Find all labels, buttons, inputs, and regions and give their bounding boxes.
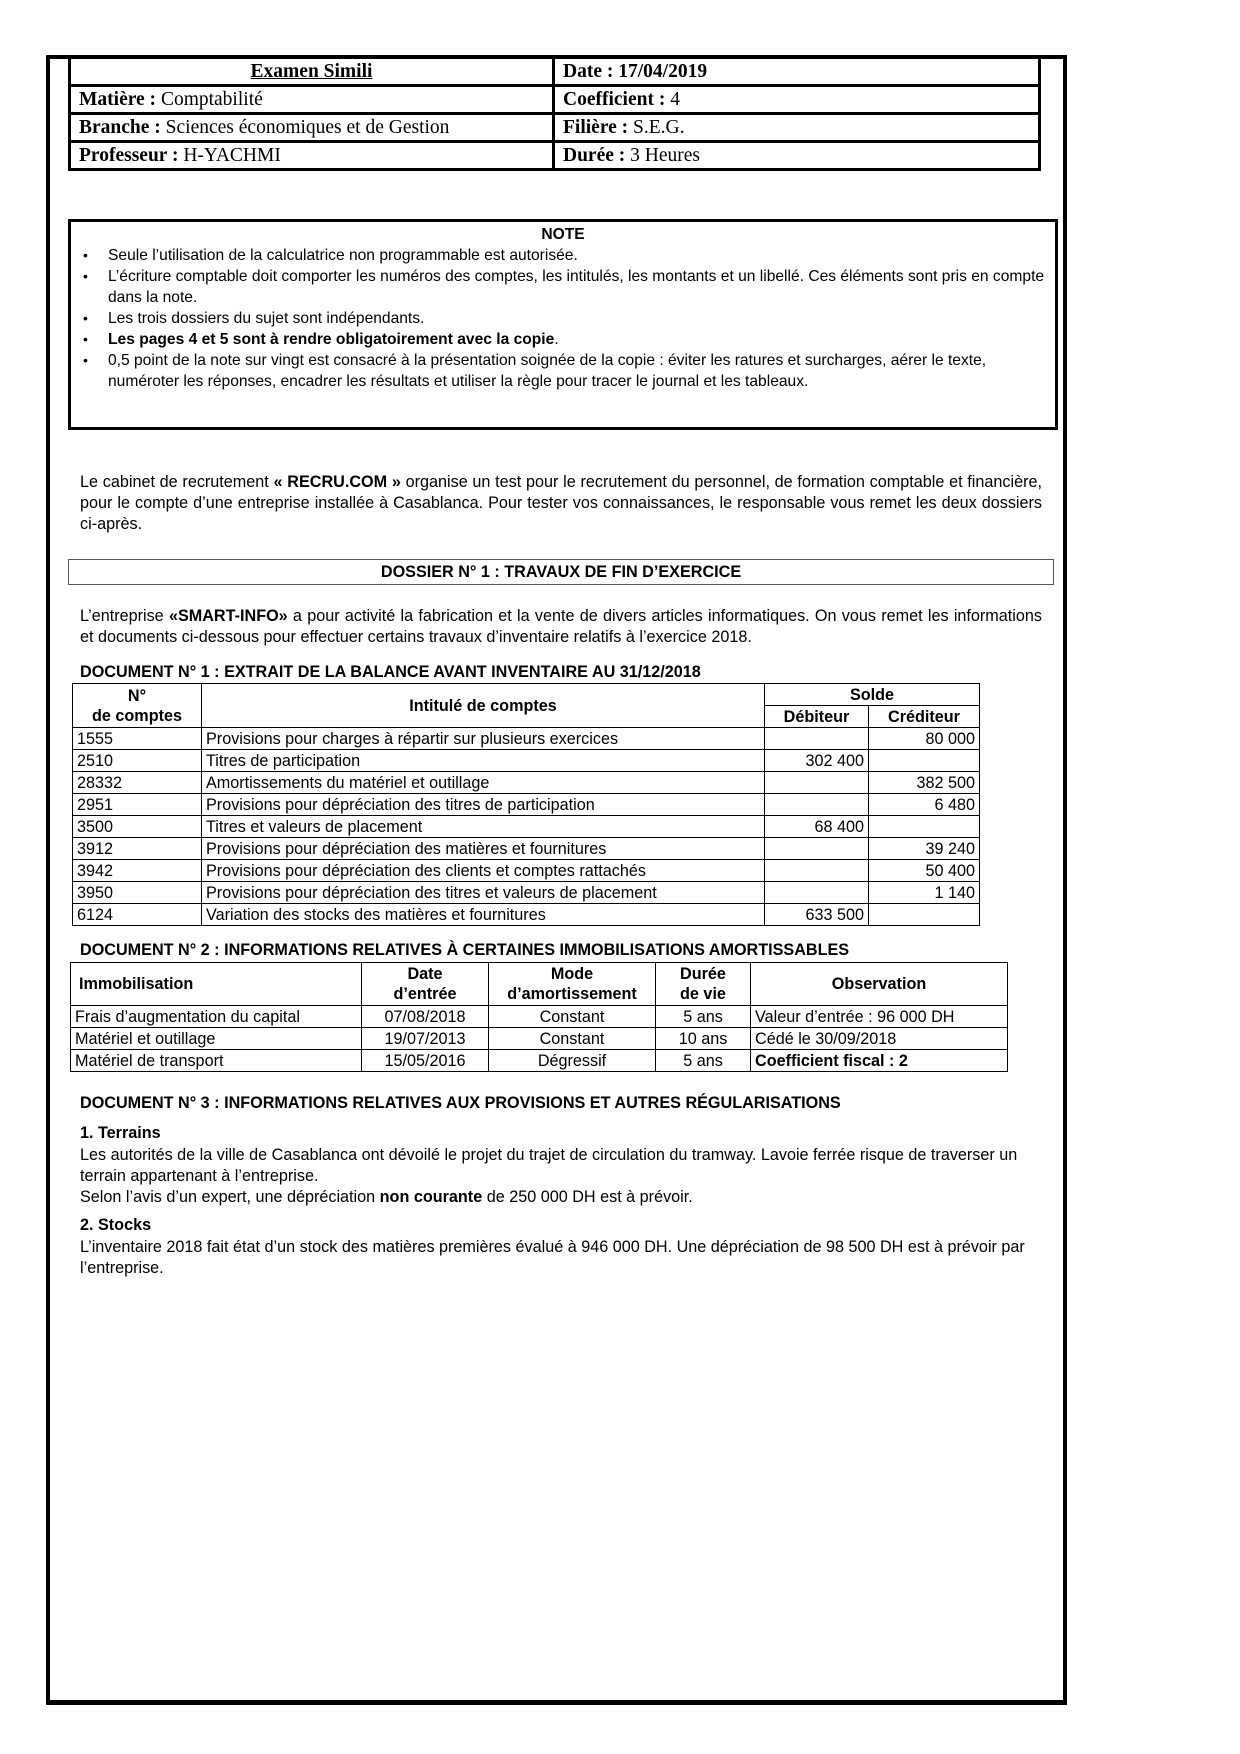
note-title: NOTE — [541, 226, 585, 243]
note-list — [71, 245, 1055, 392]
exam-subject: Matière : Comptabilité — [70, 86, 554, 114]
section-terrains-text: Les autorités de la ville de Casablanca ont dévoilé le projet du trajet de circulation du tramway. Lavoie ferrée risque de traverser un terrain appartenant à l’entreprise. Selon l’avis d’un expert, une dépréciation non courante de 250 000 DH est à prévoir. — [80, 1146, 1018, 1206]
col-header-solde: Solde — [765, 684, 980, 706]
col-header-observation: Observation — [751, 963, 1008, 1006]
note-item: • L’écriture comptable doit comporter les numéros des comptes, les intitulés, les montants et un libellé. Ces éléments sont pris en compte dans la note. — [108, 266, 1055, 308]
table-row: Matériel et outillage 19/07/2013 Constant 10 ans Cédé le 30/09/2018 — [71, 1028, 1008, 1050]
dossier-1-intro: L’entreprise «SMART-INFO» a pour activité la fabrication et la vente de divers articles informatiques. On vous remet les informations et documents ci-dessous pour effectuer certains travaux d’inventaire relatifs à l’exercice 2018. — [80, 607, 1042, 646]
col-header-intitule: Intitulé de comptes — [202, 684, 765, 728]
note-item: • Les trois dossiers du sujet sont indépendants. — [108, 308, 1055, 329]
section-terrains-title: 1. Terrains — [80, 1124, 161, 1142]
exam-coefficient: Coefficient : 4 — [554, 86, 1040, 114]
section-stocks-title: 2. Stocks — [80, 1216, 152, 1234]
note-item: • Les pages 4 et 5 sont à rendre obligatoirement avec la copie. — [108, 329, 1055, 350]
document-3-title: DOCUMENT N° 3 : INFORMATIONS RELATIVES AUX PROVISIONS ET AUTRES RÉGULARISATIONS — [80, 1094, 841, 1112]
table-row: Frais d’augmentation du capital 07/08/2018 Constant 5 ans Valeur d’entrée : 96 000 DH — [71, 1006, 1008, 1028]
table-row: 6124 Variation des stocks des matières et fournitures 633 500 — [73, 904, 980, 926]
table-row: 3950 Provisions pour dépréciation des titres et valeurs de placement 1 140 — [73, 882, 980, 904]
exam-professor: Professeur : H-YACHMI — [70, 142, 554, 170]
exam-duration: Durée : 3 Heures — [554, 142, 1040, 170]
brand-recru: « RECRU.COM » — [273, 473, 401, 491]
table-row: Matériel de transport 15/05/2016 Dégressif 5 ans Coefficient fiscal : 2 — [71, 1050, 1008, 1072]
exam-branch: Branche : Sciences économiques et de Gestion — [70, 114, 554, 142]
table-row: 3942 Provisions pour dépréciation des clients et comptes rattachés 50 400 — [73, 860, 980, 882]
intro-paragraph: Le cabinet de recrutement « RECRU.COM » organise un test pour le recrutement du personnel, de formation comptable et financière, pour le compte d’une entreprise installée à Casablanca. Pour tester vos connaissances, le responsable vous remet les deux dossiers ci-après. — [80, 473, 1042, 533]
note-item: • Seule l’utilisation de la calculatrice non programmable est autorisée. — [108, 245, 1055, 266]
exam-filiere: Filière : S.E.G. — [554, 114, 1040, 142]
table-row: 3500 Titres et valeurs de placement 68 400 — [73, 816, 980, 838]
section-stocks-text: L’inventaire 2018 fait état d’un stock des matières premières évalué à 946 000 DH. Une dépréciation de 98 500 DH est à prévoir par l’entreprise. — [80, 1238, 1025, 1277]
note-item: • 0,5 point de la note sur vingt est consacré à la présentation soignée de la copie : éviter les ratures et surcharges, aérer le texte, numéroter les réponses, encadrer les résultats et utiliser la règle pour tracer le journal et les tableaux. — [108, 350, 1055, 392]
exam-header-table — [68, 56, 1041, 171]
col-header-debit: Débiteur — [765, 706, 869, 728]
exam-date: Date : 17/04/2019 — [554, 58, 1040, 86]
exam-title: Examen Simili — [70, 58, 554, 86]
table-row: 2510 Titres de participation 302 400 — [73, 750, 980, 772]
col-header-immo: Immobilisation — [71, 963, 362, 1006]
table-row: 3912 Provisions pour dépréciation des matières et fournitures 39 240 — [73, 838, 980, 860]
balance-table — [72, 683, 980, 926]
document-2-title: DOCUMENT N° 2 : INFORMATIONS RELATIVES À CERTAINES IMMOBILISATIONS AMORTISSABLES — [80, 941, 850, 959]
col-header-credit: Créditeur — [869, 706, 980, 728]
immobilisations-table — [70, 962, 1008, 1072]
col-header-date: Date d’entrée — [362, 963, 489, 1006]
dossier-1-title: DOSSIER N° 1 : TRAVAUX DE FIN D’EXERCICE — [68, 559, 1054, 585]
document-1-title: DOCUMENT N° 1 : EXTRAIT DE LA BALANCE AVANT INVENTAIRE AU 31/12/2018 — [80, 663, 701, 681]
col-header-num: N° de comptes — [73, 684, 202, 728]
col-header-duree: Durée de vie — [656, 963, 751, 1006]
note-box — [68, 219, 1058, 430]
table-row: 28332 Amortissements du matériel et outillage 382 500 — [73, 772, 980, 794]
col-header-mode: Mode d’amortissement — [489, 963, 656, 1006]
table-row: 1555 Provisions pour charges à répartir sur plusieurs exercices 80 000 — [73, 728, 980, 750]
table-row: 2951 Provisions pour dépréciation des titres de participation 6 480 — [73, 794, 980, 816]
